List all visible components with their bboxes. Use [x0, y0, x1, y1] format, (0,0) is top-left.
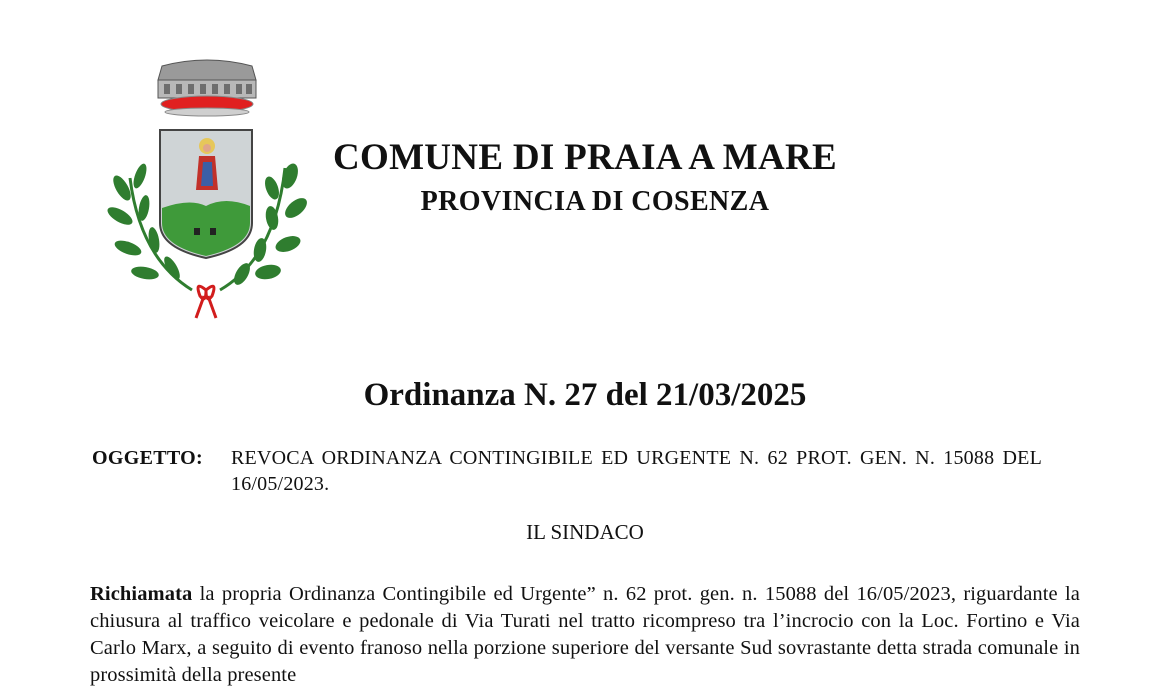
province-name: PROVINCIA DI COSENZA	[420, 186, 770, 217]
subject-block	[92, 445, 1082, 497]
coat-of-arms-icon	[100, 58, 315, 328]
letterhead	[300, 138, 870, 218]
paragraph-lead: Richiamata	[90, 583, 193, 605]
shield-icon	[160, 130, 252, 258]
subject-label: OGGETTO:	[92, 447, 203, 469]
ribbon-icon	[196, 286, 216, 318]
municipality-name: COMUNE DI PRAIA A MARE	[332, 137, 838, 178]
paragraph-text: la propria Ordinanza Contingibile ed Urgente” n. 62 prot. gen. n. 15088 del 16/05/2023, riguardante la chiusura al traffico veicolare e pedonale di Via Turati nel tratto ricompreso tra l’incrocio con la Loc. Fortino e Via Carlo Marx, a seguito di evento franoso nella porzione superiore del versante Sud sovrastante detta strada comunale in prossimità della presente	[90, 583, 1080, 686]
body-paragraph	[90, 581, 1080, 689]
ordinance-title: Ordinanza N. 27 del 21/03/2025	[363, 377, 807, 413]
crown-icon	[158, 60, 256, 116]
subject-text: REVOCA ORDINANZA CONTINGIBILE ED URGENTE N. 62 PROT. GEN. N. 15088 DEL 16/05/2023.	[231, 447, 1042, 495]
signatory-heading: IL SINDACO	[526, 520, 644, 544]
